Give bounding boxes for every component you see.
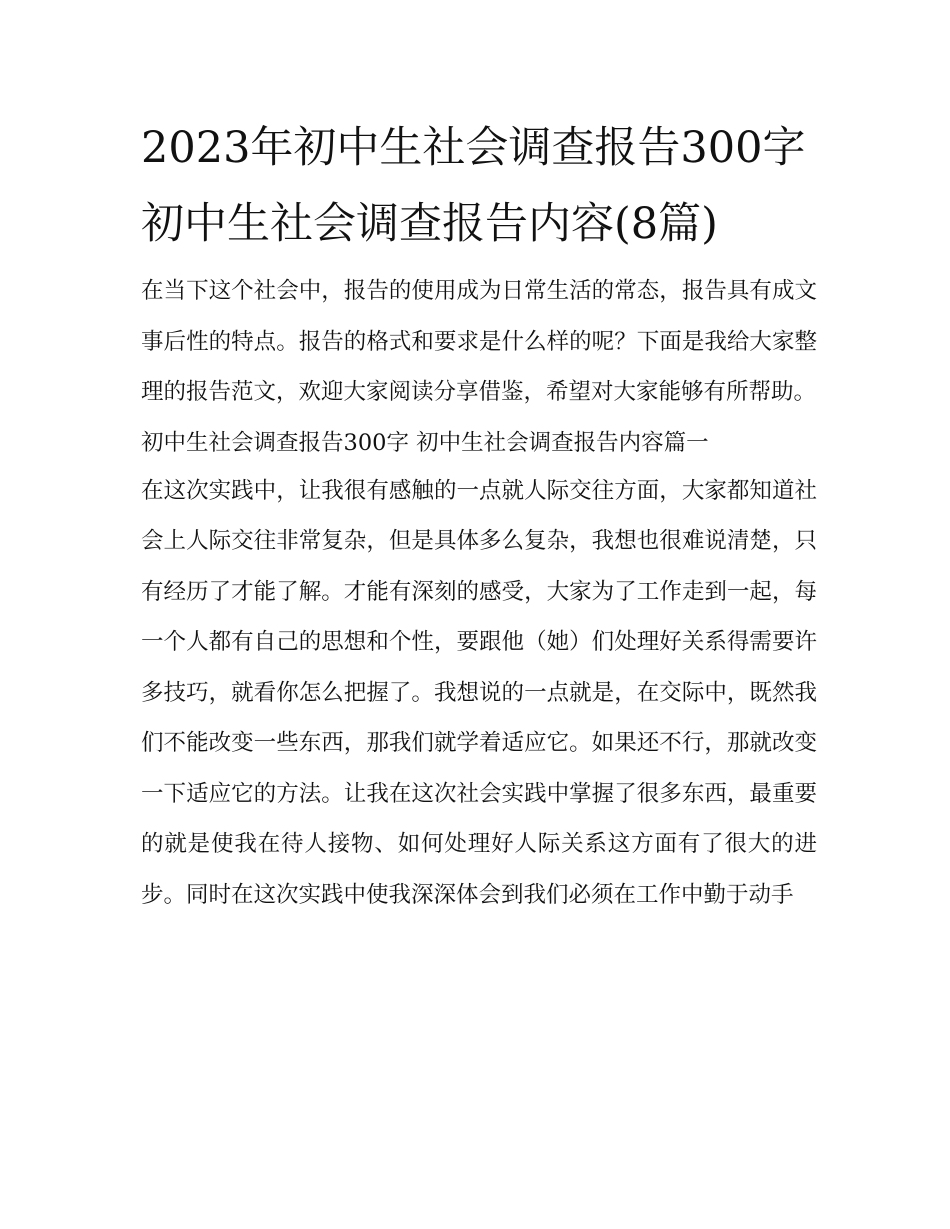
section-body-paragraph: 在这次实践中，让我很有感触的一点就人际交往方面，大家都知道社会上人际交往非常复杂，但是具体多么复杂，我想也很难说清楚，只有经历了才能了解。才能有深刻的感受，大家为了工作走到一起，每一个人都有自己的思想和个性，要跟他（她）们处理好关系得需要许多技巧，就看你怎么把握了。我想说的一点就是，在交际中，既然我们不能改变一些东西，那我们就学着适应它。如果还不行，那就改变一下适应它的方法。让我在这次社会实践中掌握了很多东西，最重要的就是使我在待人接物、如何处理好人际关系这方面有了很大的进步。同时在这次实践中使我深深体会到我们必须在工作中勤于动手 xyxy=(141,477,817,908)
document-title: 2023年初中生社会调查报告300字 初中生社会调查报告内容(8篇) xyxy=(141,123,806,249)
section-heading: 初中生社会调查报告300字 初中生社会调查报告内容篇一 xyxy=(141,429,709,456)
intro-paragraph: 在当下这个社会中，报告的使用成为日常生活的常态，报告具有成文事后性的特点。报告的格式和要求是什么样的呢？下面是我给大家整理的报告范文，欢迎大家阅读分享借鉴，希望对大家能够有所帮助。 xyxy=(141,278,817,405)
document-page xyxy=(141,110,817,920)
